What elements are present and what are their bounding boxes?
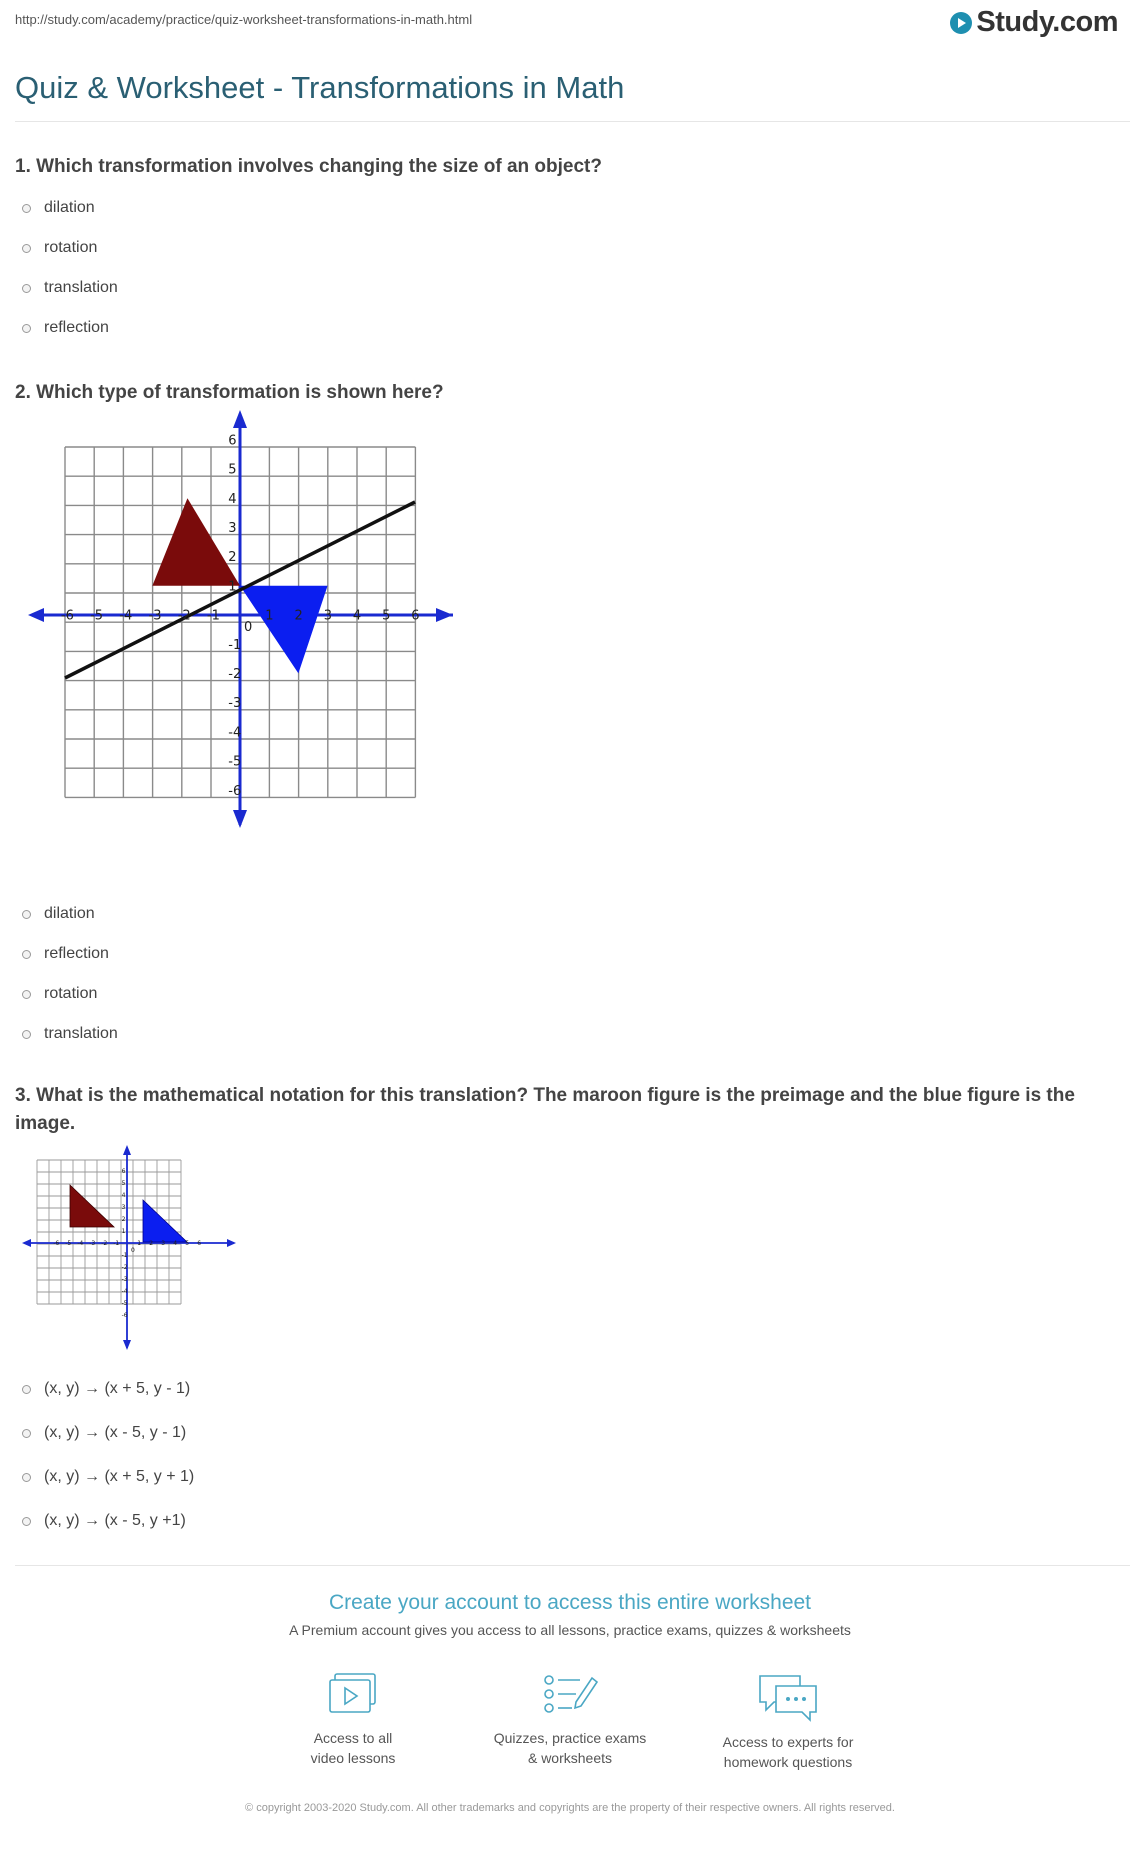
question-1-text: 1. Which transformation involves changing the size of an object? [15, 156, 602, 177]
option-label: translation [44, 1025, 118, 1042]
option-label: (x, y) → (x - 5, y - 1) [44, 1424, 187, 1441]
question-2-option[interactable] [22, 945, 109, 963]
radio-button[interactable] [22, 1030, 31, 1039]
blue-triangle [143, 1200, 187, 1242]
page-title: Quiz & Worksheet - Transformations in Math [15, 70, 625, 105]
x-tick-label: -1 [206, 608, 220, 624]
y-tick-label: 6 [121, 1168, 126, 1176]
option-label: rotation [44, 985, 98, 1002]
feature-line: & worksheets [527, 1750, 613, 1766]
y-tick-label: -4 [121, 1288, 128, 1296]
y-tick-label: 3 [228, 520, 237, 536]
x-tick-label: -2 [177, 608, 191, 624]
x-tick-label: -1 [113, 1240, 120, 1248]
x-tick-label: 5 [185, 1240, 190, 1248]
option-label: (x, y) → (x + 5, y + 1) [44, 1468, 195, 1485]
option-label: reflection [44, 319, 109, 336]
question-1-option[interactable] [22, 319, 109, 337]
maroon-triangle [152, 498, 240, 586]
question-3-option[interactable] [22, 1380, 190, 1398]
copyright-notice: © copyright 2003-2020 Study.com. All other trademarks and copyrights are the property of their respective owners. All rights reserved. [245, 1802, 895, 1814]
radio-button[interactable] [22, 1429, 31, 1438]
feature-experts [678, 1672, 898, 1772]
origin-label: 0 [244, 620, 253, 635]
option-label: dilation [44, 199, 95, 216]
divider [15, 121, 1130, 122]
small-coordinate-grid-figure [22, 1145, 237, 1350]
create-account-link[interactable]: Create your account to access this entire worksheet [328, 1591, 812, 1614]
y-axis-arrow-up [233, 410, 247, 428]
feature-video-lessons [243, 1672, 463, 1768]
x-tick-label: -3 [148, 608, 162, 624]
y-tick-label: 5 [228, 462, 237, 478]
y-tick-label: 2 [121, 1216, 126, 1224]
x-tick-label: -6 [53, 1240, 60, 1248]
y-tick-label: -2 [121, 1264, 128, 1272]
quiz-list-icon [540, 1672, 600, 1718]
x-axis-arrow-left [28, 608, 44, 622]
y-tick-label: -6 [121, 1312, 128, 1320]
feature-line: Access to all [313, 1730, 393, 1746]
radio-button[interactable] [22, 990, 31, 999]
x-tick-label: 6 [197, 1240, 202, 1248]
x-tick-label: -6 [60, 608, 74, 624]
x-tick-label: -5 [90, 608, 104, 624]
x-tick-label: -5 [65, 1240, 72, 1248]
radio-button[interactable] [22, 910, 31, 919]
question-3-text: 3. What is the mathematical notation for this translation? The maroon figure is the preimage and the blue figure is the image. [15, 1085, 1075, 1134]
x-tick-label: 6 [411, 608, 420, 624]
y-tick-label: 5 [121, 1180, 126, 1188]
radio-button[interactable] [22, 324, 31, 333]
radio-button[interactable] [22, 1473, 31, 1482]
x-tick-label: -4 [119, 608, 133, 624]
option-label: rotation [44, 239, 98, 256]
y-tick-label: 6 [228, 433, 237, 449]
y-tick-label: 1 [228, 579, 237, 595]
question-3-option[interactable] [22, 1468, 194, 1486]
x-axis-arrow-right [436, 608, 453, 622]
y-tick-label: -5 [228, 754, 242, 770]
y-tick-label: -2 [228, 666, 242, 682]
y-tick-label: -1 [228, 637, 242, 653]
x-axis-arrow-right [227, 1239, 236, 1247]
option-label: (x, y) → (x + 5, y - 1) [44, 1380, 191, 1397]
x-tick-label: 1 [137, 1240, 142, 1248]
chat-bubbles-icon [756, 1672, 820, 1722]
feature-line: Access to experts for [722, 1734, 854, 1750]
feature-quizzes [460, 1672, 680, 1768]
premium-description: A Premium account gives you access to all lessons, practice exams, quizzes & worksheets [289, 1622, 851, 1638]
feature-line: Quizzes, practice exams [493, 1730, 647, 1746]
y-tick-label: -1 [121, 1252, 128, 1260]
x-tick-label: 4 [173, 1240, 178, 1248]
divider [15, 1565, 1130, 1566]
option-label: translation [44, 279, 118, 296]
radio-button[interactable] [22, 204, 31, 213]
y-tick-label: -5 [121, 1300, 128, 1308]
x-axis-arrow-left [22, 1239, 31, 1247]
maroon-triangle [70, 1185, 114, 1227]
x-tick-label: 1 [265, 608, 274, 624]
logo-text: Study.com [976, 6, 1118, 38]
y-tick-label: 1 [121, 1228, 126, 1236]
x-tick-label: -3 [89, 1240, 96, 1248]
x-tick-label: 2 [294, 608, 303, 624]
x-tick-label: -2 [101, 1240, 108, 1248]
coordinate-grid-figure [28, 410, 458, 830]
option-label: (x, y) → (x - 5, y +1) [44, 1512, 186, 1529]
y-tick-label: 2 [228, 550, 237, 566]
radio-button[interactable] [22, 1385, 31, 1394]
x-tick-label: 4 [352, 608, 362, 624]
y-tick-label: -3 [228, 696, 242, 712]
question-1-option[interactable] [22, 239, 97, 257]
option-label: dilation [44, 905, 95, 922]
y-tick-label: -3 [121, 1276, 128, 1284]
option-label: reflection [44, 945, 109, 962]
y-axis-arrow-up [123, 1145, 131, 1155]
radio-button[interactable] [22, 1517, 31, 1526]
question-2-text: 2. Which type of transformation is shown here? [15, 382, 444, 403]
y-tick-label: -4 [228, 725, 242, 741]
origin-label: 0 [131, 1247, 135, 1254]
radio-button[interactable] [22, 244, 31, 253]
play-logo-icon [950, 12, 972, 34]
x-tick-label: 3 [323, 608, 332, 624]
page-url[interactable]: http://study.com/academy/practice/quiz-worksheet-transformations-in-math.html [15, 12, 473, 27]
x-tick-label: -4 [77, 1240, 84, 1248]
question-2-option[interactable] [22, 905, 95, 923]
question-1-option[interactable] [22, 199, 95, 217]
video-lesson-icon [325, 1672, 381, 1718]
feature-line: homework questions [723, 1754, 853, 1770]
question-2-option[interactable] [22, 985, 97, 1003]
y-tick-label: 4 [228, 491, 237, 507]
radio-button[interactable] [22, 284, 31, 293]
y-axis-arrow-down [123, 1340, 131, 1350]
blue-triangle [240, 586, 328, 674]
y-tick-label: -6 [228, 783, 242, 799]
feature-line: video lessons [310, 1750, 396, 1766]
x-tick-label: 3 [161, 1240, 166, 1248]
study-logo[interactable] [950, 6, 1118, 39]
y-tick-label: 3 [121, 1204, 126, 1212]
y-tick-label: 4 [121, 1192, 126, 1200]
question-1-option[interactable] [22, 279, 118, 297]
y-axis-arrow-down [233, 810, 247, 828]
radio-button[interactable] [22, 950, 31, 959]
question-2-option[interactable] [22, 1025, 118, 1043]
question-3-option[interactable] [22, 1424, 186, 1442]
x-tick-label: 5 [382, 608, 391, 624]
x-tick-label: 2 [149, 1240, 154, 1248]
question-3-option[interactable] [22, 1512, 186, 1530]
